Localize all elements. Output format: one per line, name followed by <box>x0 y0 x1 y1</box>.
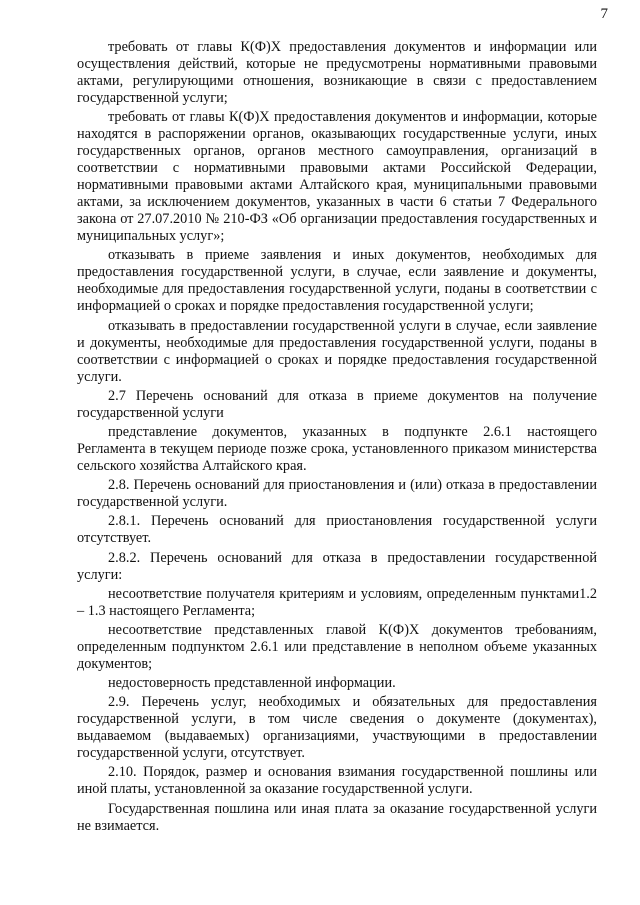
paragraph: требовать от главы К(Ф)Х предоставления документов и информации, которые находятся в распоряжении органов, оказывающих государственные услуги, иных государственных органов, органов местного самоуправления, организаций в соответствии с нормативными правовыми актами Российской Федерации, нормативными правовыми актами Алтайского края, муниципальными правовыми актами, за исключением документов, указанных в части 6 статьи 7 Федерального закона от 27.07.2010 № 210-ФЗ «Об организации предоставления государственных и муниципальных услуг»; <box>77 109 597 245</box>
paragraph: несоответствие получателя критериям и условиям, определенным пунктами1.2 – 1.3 настоящего Регламента; <box>77 585 597 619</box>
section-heading: 2.7 Перечень оснований для отказа в приеме документов на получение государственной услуги <box>77 387 597 421</box>
paragraph: Государственная пошлина или иная плата за оказание государственной услуги не взимается. <box>77 800 597 834</box>
section-heading: 2.10. Порядок, размер и основания взимания государственной пошлины или иной платы, установленной за оказание государственной услуги. <box>77 764 597 798</box>
section-heading: 2.9. Перечень услуг, необходимых и обязательных для предоставления государственной услуги, в том числе сведения о документе (документах), выдаваемом (выдаваемых) организациями, участвующими в предоставлении государственной услуги, отсутствует. <box>77 694 597 762</box>
section-heading: 2.8. Перечень оснований для приостановления и (или) отказа в предоставлении государственной услуги. <box>77 477 597 511</box>
page-number: 7 <box>600 6 608 22</box>
paragraph: отказывать в приеме заявления и иных документов, необходимых для предоставления государственной услуги, в случае, если заявление и документы, необходимые для предоставления государственной услуги, поданы в соответствии с информацией о сроках и порядке предоставления государственной услуги; <box>77 247 597 315</box>
document-body <box>77 39 597 837</box>
section-heading: 2.8.1. Перечень оснований для приостановления государственной услуги отсутствует. <box>77 513 597 547</box>
paragraph: требовать от главы К(Ф)Х предоставления документов и информации или осуществления действий, которые не предусмотрены нормативными правовыми актами, регулирующими отношения, возникающие в связи с предоставлением государственной услуги; <box>77 39 597 106</box>
paragraph: недостоверность представленной информации. <box>108 675 396 692</box>
paragraph: несоответствие представленных главой К(Ф)Х документов требованиям, определенным подпунктом 2.6.1 или представление в неполном объеме указанных документов; <box>77 621 597 672</box>
paragraph: отказывать в предоставлении государственной услуги в случае, если заявление и документы, необходимые для предоставления государственной услуги, поданы в соответствии с информацией о сроках и порядке предоставления государственной услуги. <box>77 317 597 385</box>
section-heading: 2.8.2. Перечень оснований для отказа в предоставлении государственной услуги: <box>77 549 597 583</box>
paragraph: представление документов, указанных в подпункте 2.6.1 настоящего Регламента в текущем периоде позже срока, установленного приказом министерства сельского хозяйства Алтайского края. <box>77 423 597 474</box>
